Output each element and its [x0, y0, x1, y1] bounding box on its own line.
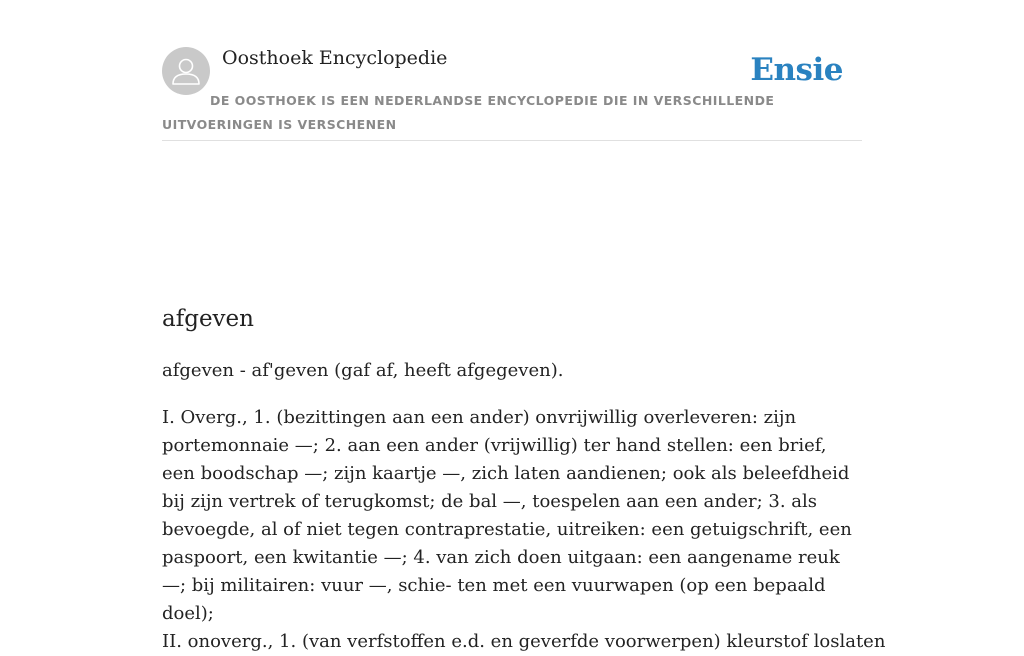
site-header	[162, 0, 862, 141]
avatar[interactable]	[162, 47, 210, 95]
user-icon	[162, 47, 210, 95]
page-title: afgeven	[162, 306, 254, 332]
site-tagline: DE OOSTHOEK IS EEN NEDERLANDSE ENCYCLOPEDIE DIE IN VERSCHILLENDE UITVOERINGEN IS VERSCHENEN	[162, 93, 775, 132]
article-paragraph: afgeven - af'geven (gaf af, heeft afgegeven).	[162, 360, 564, 381]
brand-logo[interactable]: Ensie	[750, 52, 843, 88]
article-paragraph: II. onoverg., 1. (van verfstoffen e.d. en geverfde voorwerpen) kleurstof loslaten	[162, 631, 886, 652]
page-container	[162, 0, 886, 652]
article-paragraph: I. Overg., 1. (bezittingen aan een ander) onvrijwillig overleveren: zijn portemonnaie —; 2. aan een ander (vrijwillig) ter hand stellen: een brief, een boodschap —; zijn kaartje —, zich laten aandienen; ook als beleefdheid bij zijn vertrek of terugkomst; de bal —, toespelen aan een ander; 3. als bevoegde, al of niet tegen contraprestatie, uitreiken: een getuigschrift, een paspoort, een kwitantie —; 4. van zich doen uitgaan: een aangename reuk —; bij militairen: vuur —, schie- ten met een vuurwapen (op een bepaald doel);	[162, 407, 852, 624]
site-title[interactable]: Oosthoek Encyclopedie	[222, 47, 448, 69]
